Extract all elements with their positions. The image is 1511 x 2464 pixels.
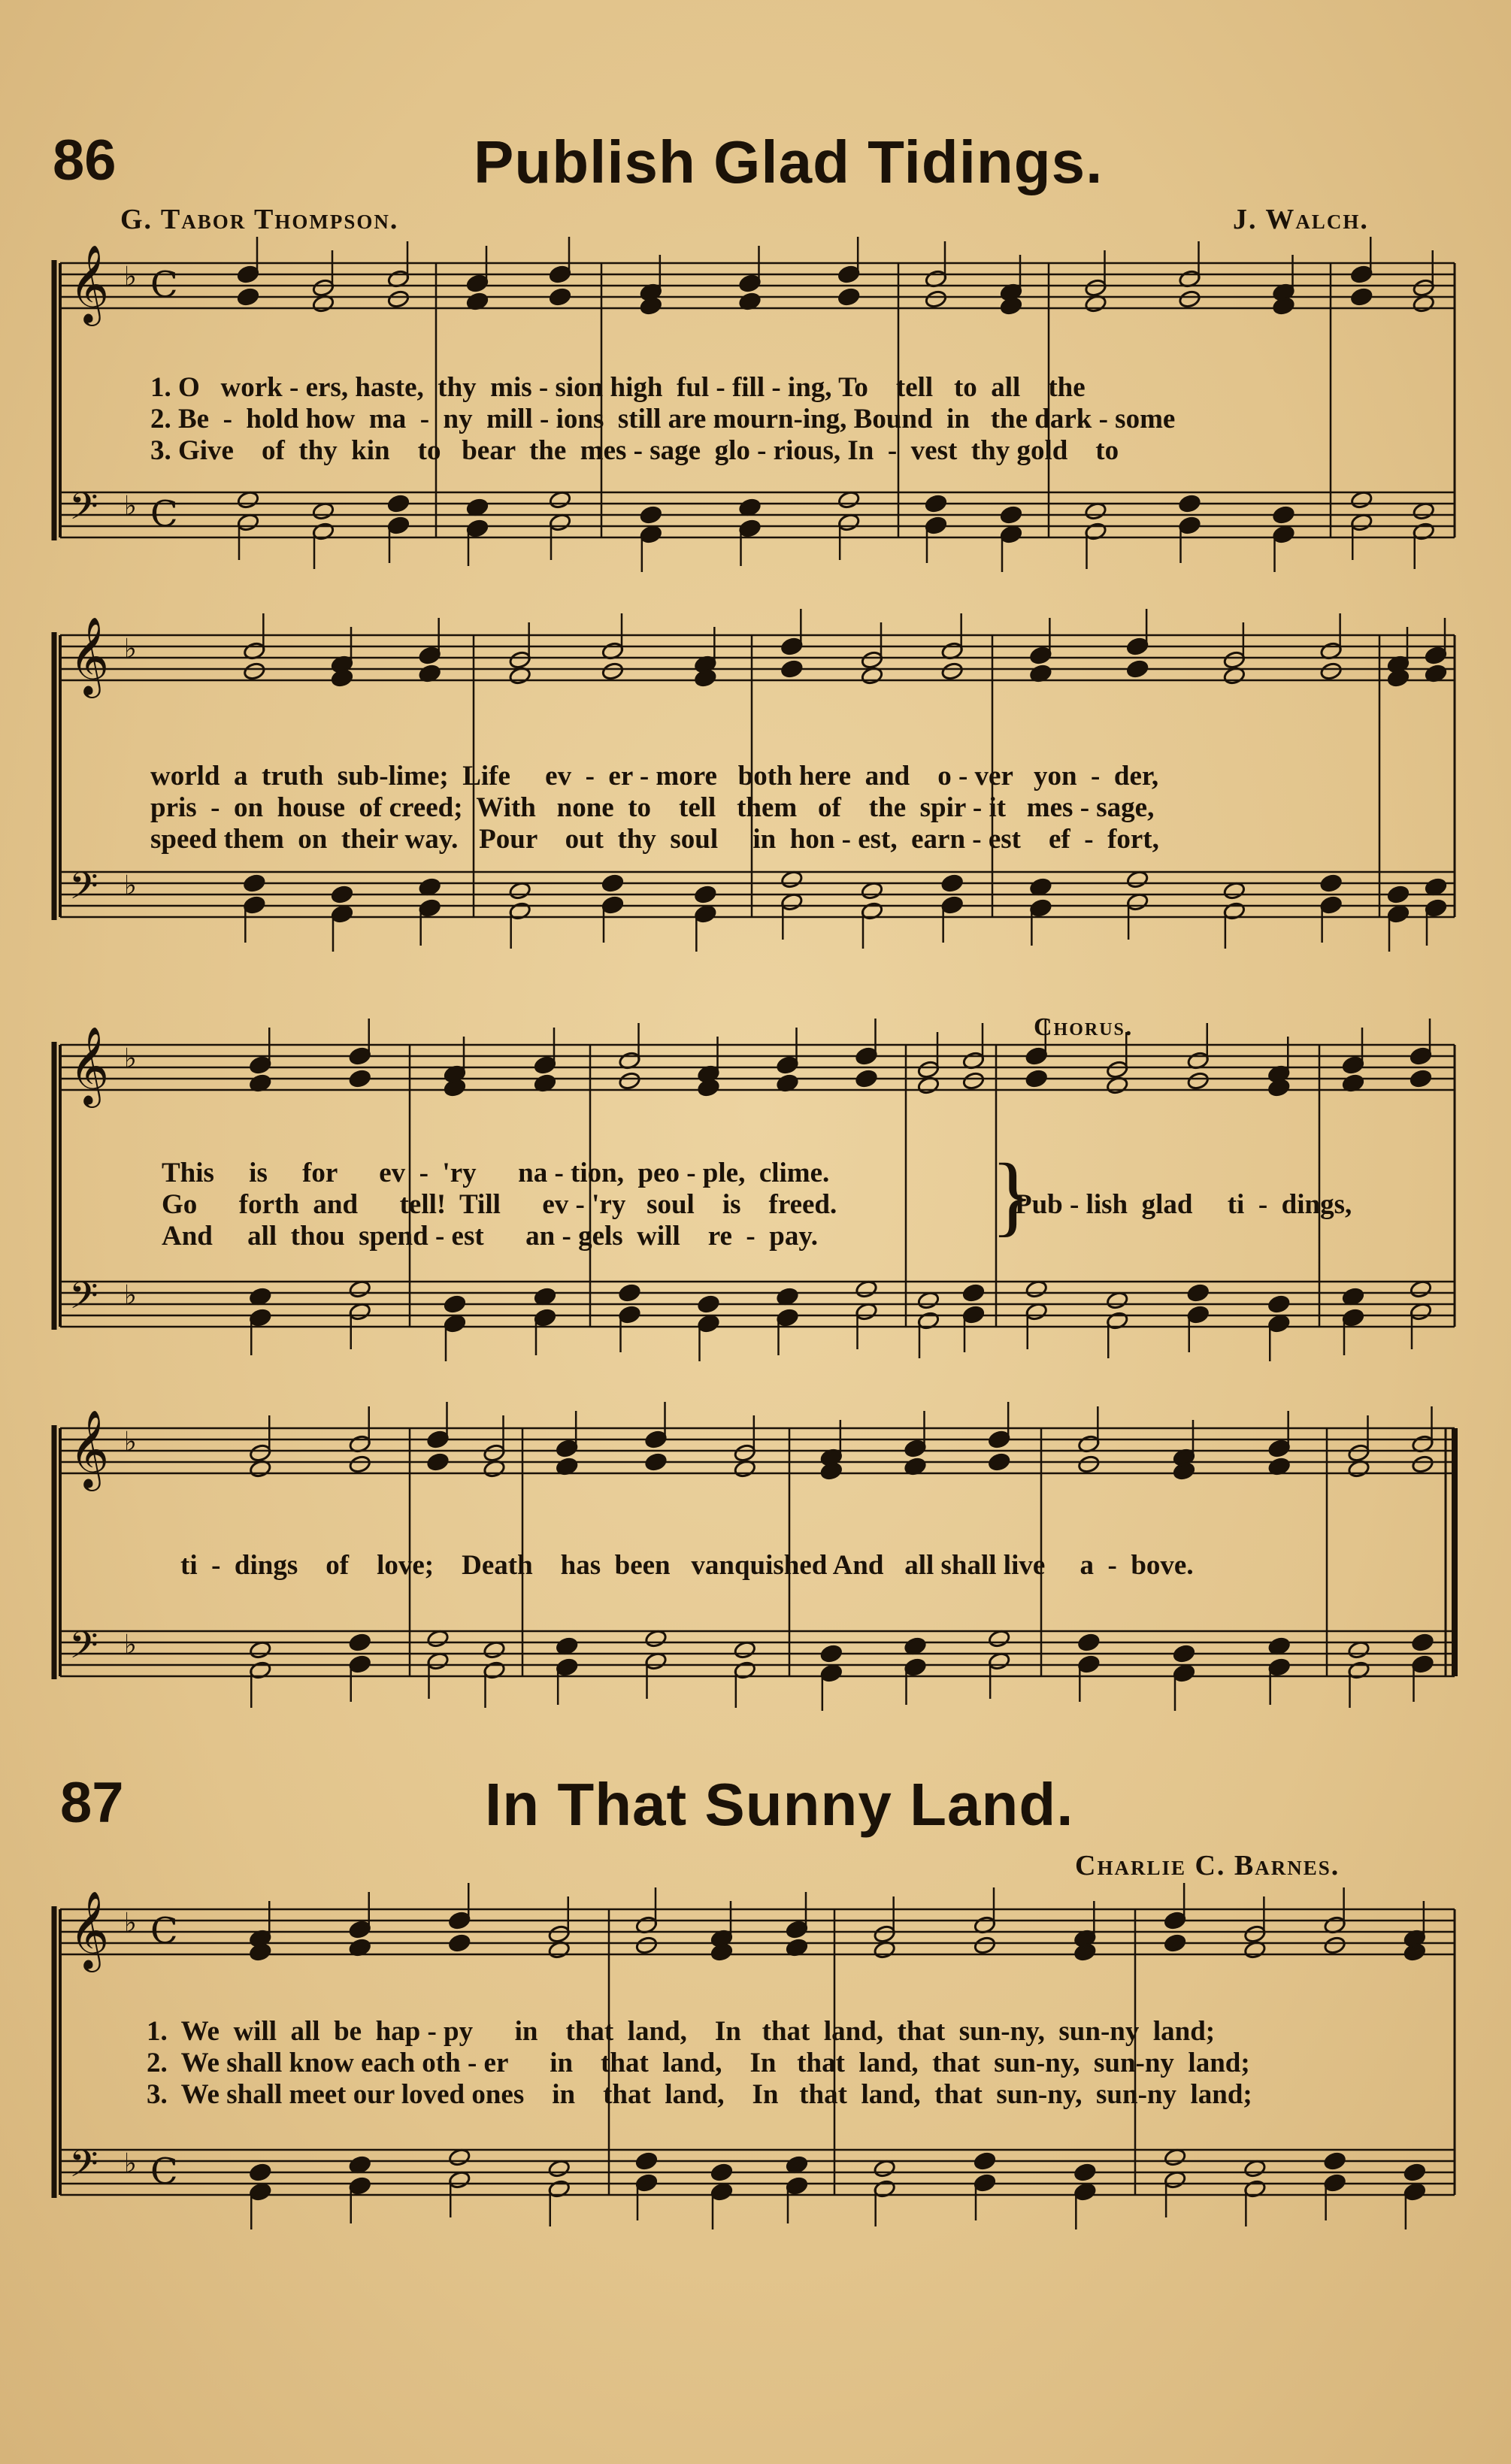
- notehead: [444, 1314, 467, 1333]
- notehead: [243, 873, 266, 893]
- notehead: [426, 1430, 450, 1449]
- notehead: [249, 2182, 272, 2202]
- notehead: [426, 1452, 450, 1472]
- composer-credit: Charlie C. Barnes.: [1075, 1850, 1340, 1881]
- notehead: [556, 1657, 579, 1677]
- notehead: [348, 1069, 371, 1088]
- notehead: [1073, 1942, 1097, 1962]
- notehead: [1186, 1071, 1210, 1091]
- flat-sign: ♭: [124, 1043, 137, 1074]
- notehead: [601, 873, 625, 893]
- notehead: [601, 895, 625, 915]
- notehead: [249, 2163, 272, 2182]
- notehead: [1350, 265, 1373, 284]
- bass-clef: 𝄢: [69, 1624, 98, 1676]
- notehead: [444, 1078, 467, 1097]
- notehead: [1272, 525, 1295, 544]
- notehead: [940, 661, 964, 681]
- time-signature: C: [150, 493, 178, 535]
- notehead: [243, 895, 266, 915]
- hymn-title: In That Sunny Land.: [485, 1771, 1074, 1838]
- notehead: [780, 659, 804, 679]
- notehead: [601, 661, 625, 681]
- notehead: [861, 650, 884, 670]
- notehead: [710, 1942, 734, 1962]
- notehead: [348, 1046, 371, 1066]
- notehead: [1173, 1663, 1196, 1683]
- notehead: [1178, 289, 1201, 309]
- notehead: [925, 494, 948, 513]
- notehead: [508, 650, 531, 670]
- treble-clef: 𝄞: [69, 616, 110, 695]
- notehead: [697, 1078, 720, 1097]
- notehead: [1178, 516, 1201, 535]
- notehead: [904, 1439, 927, 1458]
- notehead: [534, 1055, 557, 1075]
- notehead: [331, 885, 354, 904]
- notehead: [549, 287, 572, 307]
- notehead: [974, 2151, 997, 2171]
- notehead: [1000, 505, 1023, 525]
- notehead: [904, 1657, 927, 1677]
- notehead: [940, 895, 964, 915]
- notehead: [710, 2182, 734, 2202]
- lyric-line: Go forth and tell! Till ev - 'ry soul is freed.: [162, 1189, 837, 1220]
- lyric-line: 1. We will all be hap - py in that land, In that land, that sun-ny, sun-ny land;: [147, 2016, 1216, 2047]
- notehead: [1425, 898, 1448, 918]
- notehead: [1404, 1942, 1427, 1962]
- composer-credit: J. Walch.: [1233, 204, 1369, 235]
- flat-sign: ♭: [124, 634, 137, 664]
- notehead: [820, 1663, 843, 1683]
- notehead: [694, 668, 717, 688]
- notehead: [786, 2176, 809, 2196]
- flat-sign: ♭: [124, 870, 137, 901]
- notehead: [644, 1430, 668, 1449]
- flat-sign: ♭: [124, 1280, 137, 1311]
- notehead: [962, 1071, 986, 1091]
- notehead: [734, 1443, 757, 1463]
- chorus-label: Chorus.: [1034, 1013, 1134, 1041]
- chorus-lyric: Pub - lish glad ti - dings,: [1015, 1189, 1352, 1220]
- notehead: [1425, 646, 1448, 665]
- notehead: [1073, 2163, 1097, 2182]
- lyricist-credit: G. Tabor Thompson.: [120, 204, 399, 235]
- hymn-title: Publish Glad Tidings.: [474, 129, 1104, 195]
- notehead: [243, 661, 266, 681]
- notehead: [418, 646, 441, 665]
- notehead: [974, 2173, 997, 2193]
- notehead: [974, 1936, 997, 1955]
- notehead: [988, 1452, 1011, 1472]
- lyric-line: This is for ev - 'ry na - tion, peo - ple, clime.: [162, 1158, 830, 1188]
- notehead: [1387, 904, 1410, 924]
- notehead: [1411, 1654, 1434, 1674]
- notehead: [1126, 637, 1149, 656]
- hymn-number: 87: [60, 1771, 124, 1835]
- notehead: [1025, 1069, 1048, 1088]
- notehead: [1077, 1654, 1101, 1674]
- lyric-line: 3. Give of thy kin to bear the mes - sage glo - rious, In - vest thy gold to: [150, 435, 1119, 466]
- notehead: [917, 1060, 940, 1079]
- notehead: [1073, 2182, 1097, 2202]
- notehead: [820, 1644, 843, 1663]
- lyric-line: world a truth sub-lime; Life ev - er - more both here and o - ver yon - der,: [150, 761, 1159, 792]
- notehead: [837, 287, 861, 307]
- notehead: [348, 2176, 371, 2196]
- notehead: [640, 296, 663, 316]
- notehead: [640, 525, 663, 544]
- notehead: [837, 265, 861, 284]
- lyric-line: pris - on house of creed; With none to tell them of the spir - it mes - sage,: [150, 792, 1155, 823]
- treble-clef: 𝄞: [69, 1026, 110, 1105]
- notehead: [780, 637, 804, 656]
- notehead: [556, 1439, 579, 1458]
- notehead: [820, 1461, 843, 1481]
- notehead: [534, 1308, 557, 1327]
- verse-brace: }: [991, 1145, 1034, 1245]
- flat-sign: ♭: [124, 1908, 137, 1939]
- notehead: [1173, 1461, 1196, 1481]
- notehead: [387, 516, 410, 535]
- time-signature: C: [150, 2151, 178, 2193]
- bass-clef: 𝄢: [69, 1274, 98, 1327]
- notehead: [348, 1920, 371, 1939]
- notehead: [1186, 1305, 1210, 1324]
- notehead: [1267, 1078, 1291, 1097]
- notehead: [738, 274, 762, 293]
- notehead: [1342, 1308, 1365, 1327]
- notehead: [1411, 1454, 1434, 1474]
- flat-sign: ♭: [124, 1427, 137, 1458]
- notehead: [1404, 2182, 1427, 2202]
- notehead: [710, 2163, 734, 2182]
- notehead: [237, 287, 260, 307]
- hymn-number: 86: [53, 129, 117, 192]
- notehead: [925, 289, 948, 309]
- notehead: [249, 1308, 272, 1327]
- notehead: [776, 1308, 799, 1327]
- flat-sign: ♭: [124, 1630, 137, 1660]
- notehead: [635, 2173, 659, 2193]
- notehead: [1350, 287, 1373, 307]
- notehead: [855, 1046, 878, 1066]
- notehead: [1029, 898, 1052, 918]
- notehead: [1387, 668, 1410, 688]
- notehead: [1084, 278, 1107, 298]
- notehead: [448, 1933, 471, 1953]
- notehead: [1347, 1443, 1370, 1463]
- bass-clef: 𝄢: [69, 864, 98, 917]
- notehead: [1106, 1060, 1129, 1079]
- chorus-lyric: ti - dings of love; Death has been vanquished And all shall live a - bove.: [180, 1550, 1194, 1581]
- notehead: [249, 1942, 272, 1962]
- notehead: [1411, 1633, 1434, 1652]
- notehead: [331, 904, 354, 924]
- notehead: [962, 1283, 986, 1303]
- notehead: [940, 873, 964, 893]
- notehead: [962, 1305, 986, 1324]
- notehead: [237, 265, 260, 284]
- notehead: [1323, 2151, 1346, 2171]
- lyric-line: And all thou spend - est an - gels will re - pay.: [162, 1221, 819, 1252]
- notehead: [444, 1294, 467, 1314]
- notehead: [776, 1055, 799, 1075]
- notehead: [618, 1071, 641, 1091]
- notehead: [1272, 505, 1295, 525]
- notehead: [786, 1920, 809, 1939]
- time-signature: C: [150, 264, 178, 306]
- notehead: [635, 1936, 659, 1955]
- notehead: [249, 1443, 272, 1463]
- lyric-line: 2. Be - hold how ma - ny mill - ions still are mourn-ing, Bound in the dark - some: [150, 404, 1176, 434]
- notehead: [1000, 525, 1023, 544]
- flat-sign: ♭: [124, 262, 137, 292]
- notehead: [1126, 659, 1149, 679]
- notehead: [694, 885, 717, 904]
- notehead: [618, 1305, 641, 1324]
- notehead: [1267, 1294, 1291, 1314]
- notehead: [1410, 1069, 1433, 1088]
- notehead: [644, 1452, 668, 1472]
- notehead: [1323, 1936, 1346, 1955]
- notehead: [1319, 895, 1343, 915]
- notehead: [1186, 1283, 1210, 1303]
- notehead: [1323, 2173, 1346, 2193]
- notehead: [249, 1055, 272, 1075]
- notehead: [925, 516, 948, 535]
- lyric-line: 3. We shall meet our loved ones in that land, In that land, that sun-ny, sun-ny land;: [147, 2079, 1252, 2110]
- notehead: [697, 1294, 720, 1314]
- notehead: [331, 668, 354, 688]
- flat-sign: ♭: [124, 491, 137, 522]
- notehead: [873, 1924, 896, 1944]
- bass-clef: 𝄢: [69, 2142, 98, 2195]
- notehead: [1164, 1911, 1187, 1930]
- treble-clef: 𝄞: [69, 1409, 110, 1488]
- notehead: [348, 1454, 371, 1474]
- notehead: [1077, 1633, 1101, 1652]
- notehead: [1272, 296, 1295, 316]
- notehead: [618, 1283, 641, 1303]
- notehead: [1410, 1046, 1433, 1066]
- notehead: [549, 265, 572, 284]
- notehead: [348, 1654, 371, 1674]
- notehead: [1342, 1055, 1365, 1075]
- notehead: [483, 1443, 506, 1463]
- notehead: [547, 1924, 571, 1944]
- notehead: [1319, 873, 1343, 893]
- notehead: [312, 278, 335, 298]
- notehead: [1029, 646, 1052, 665]
- flat-sign: ♭: [124, 2148, 137, 2179]
- notehead: [640, 505, 663, 525]
- notehead: [387, 494, 410, 513]
- notehead: [1267, 1314, 1291, 1333]
- lyric-line: 2. We shall know each oth - er in that land, In that land, that sun-ny, sun-ny land;: [147, 2048, 1250, 2078]
- time-signature: C: [150, 1910, 178, 1952]
- notehead: [694, 904, 717, 924]
- notehead: [855, 1069, 878, 1088]
- notehead: [738, 519, 762, 538]
- notehead: [1412, 278, 1435, 298]
- notehead: [1267, 1657, 1291, 1677]
- notehead: [448, 1911, 471, 1930]
- notehead: [1025, 1046, 1048, 1066]
- notehead: [1319, 661, 1343, 681]
- notehead: [1404, 2163, 1427, 2182]
- treble-clef: 𝄞: [69, 1890, 110, 1969]
- notehead: [1178, 494, 1201, 513]
- treble-clef: 𝄞: [69, 244, 110, 323]
- notehead: [466, 274, 489, 293]
- notehead: [1267, 1439, 1291, 1458]
- notehead: [1387, 885, 1410, 904]
- notehead: [1164, 1933, 1187, 1953]
- notehead: [1173, 1644, 1196, 1663]
- notehead: [387, 289, 410, 309]
- notehead: [988, 1430, 1011, 1449]
- notehead: [418, 898, 441, 918]
- notehead: [1243, 1924, 1267, 1944]
- bass-clef: 𝄢: [69, 485, 98, 537]
- lyric-line: 1. O work - ers, haste, thy mis - sion high ful - fill - ing, To tell to all the: [150, 372, 1086, 403]
- notehead: [466, 519, 489, 538]
- notehead: [348, 1633, 371, 1652]
- notehead: [1223, 650, 1246, 670]
- lyric-line: speed them on their way. Pour out thy soul in hon - est, earn - est ef - fort,: [150, 824, 1159, 855]
- notehead: [635, 2151, 659, 2171]
- notehead: [697, 1314, 720, 1333]
- notehead: [1077, 1454, 1101, 1474]
- notehead: [1000, 296, 1023, 316]
